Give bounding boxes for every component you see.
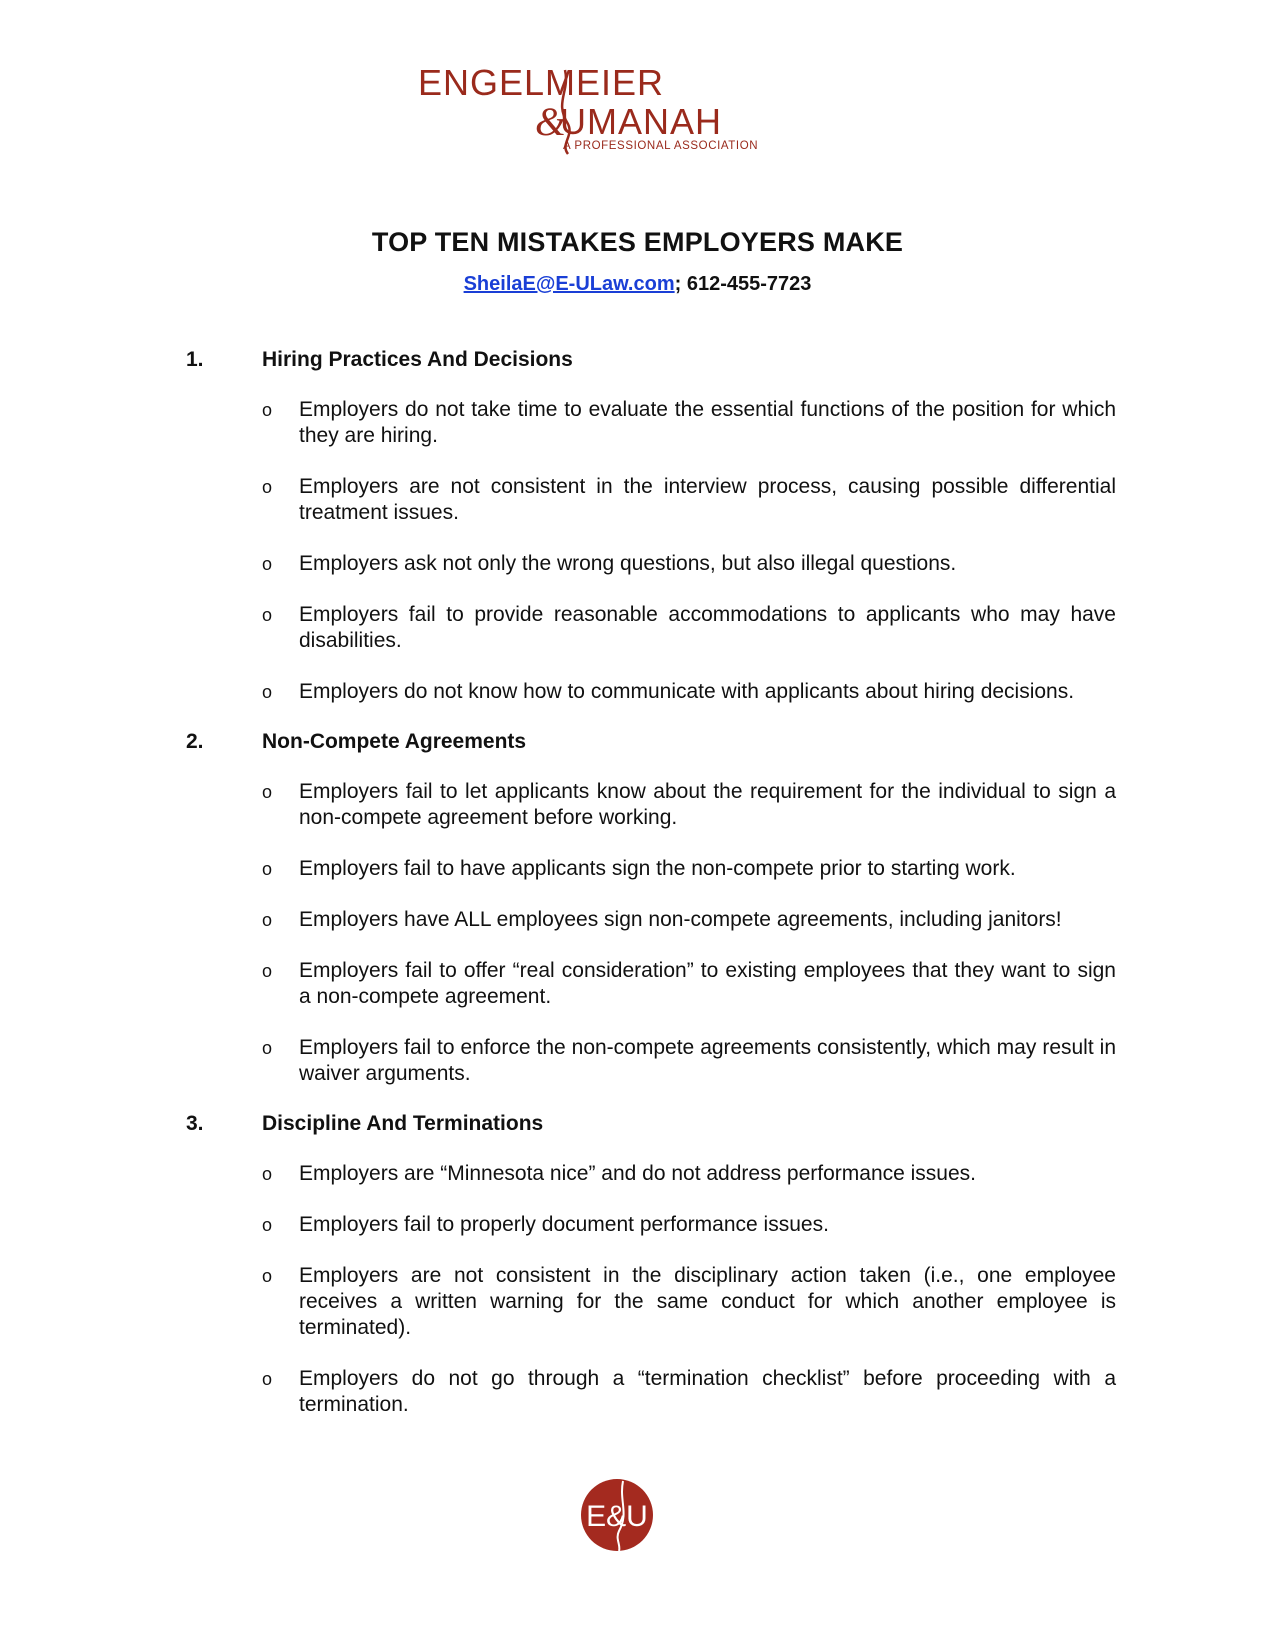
bullet-icon: o: [262, 782, 273, 802]
list-item: o Employers do not take time to evaluate the essential functions of the position for which they are hiring.: [262, 398, 1116, 447]
section-discipline: [186, 1111, 1116, 1418]
list-item: o Employers are “Minnesota nice” and do not address performance issues.: [262, 1162, 977, 1185]
logo-ampersand: &: [535, 99, 567, 144]
bullet-icon: o: [262, 961, 273, 981]
footer-seal-logo: [579, 1477, 655, 1553]
section-number: 2.: [186, 730, 204, 753]
bullet-list: [262, 779, 1116, 1087]
list-item: o Employers have ALL employees sign non-compete agreements, including janitors!: [262, 908, 1062, 931]
list-item: o Employers fail to have applicants sign the non-compete prior to starting work.: [262, 857, 1016, 880]
bullet-icon: o: [262, 1164, 273, 1184]
section-title: Discipline And Terminations: [262, 1112, 544, 1135]
bullet-list: [262, 397, 1116, 705]
list-item: o Employers fail to provide reasonable accommodations to applicants who may have disabilities.: [262, 603, 1116, 652]
list-item: o Employers are not consistent in the disciplinary action taken (i.e., one employee receives a written warning for the same conduct for which another employee is terminated).: [262, 1264, 1116, 1339]
contact-line: [0, 273, 1275, 296]
list-item: o Employers do not go through a “termination checklist” before proceeding with a termination.: [262, 1367, 1116, 1416]
bullet-icon: o: [262, 1215, 273, 1235]
seal-text: E&U: [586, 1500, 648, 1533]
bullet-icon: o: [262, 477, 273, 497]
list-item: o Employers ask not only the wrong questions, but also illegal questions.: [262, 552, 957, 575]
bullet-icon: o: [262, 859, 273, 879]
bullet-icon: o: [262, 554, 273, 574]
logo-tagline: A PROFESSIONAL ASSOCIATION: [563, 140, 759, 152]
firm-logo: [418, 62, 818, 172]
bullet-icon: o: [262, 1266, 273, 1286]
page-title: TOP TEN MISTAKES EMPLOYERS MAKE: [371, 227, 904, 257]
bullet-icon: o: [262, 1038, 273, 1058]
section-title: Non-Compete Agreements: [262, 730, 527, 753]
phone-number: ; 612-455-7723: [674, 273, 812, 295]
list-item: o Employers fail to properly document performance issues.: [262, 1213, 829, 1236]
section-heading: [186, 347, 1116, 373]
section-heading: [186, 729, 1116, 755]
bullet-icon: o: [262, 910, 273, 930]
list-item: o Employers do not know how to communicate with applicants about hiring decisions.: [262, 680, 1075, 703]
section-hiring: [186, 347, 1116, 705]
section-number: 3.: [186, 1112, 204, 1135]
list-item: o Employers fail to let applicants know about the requirement for the individual to sign a non-compete agreement before working.: [262, 780, 1116, 829]
bullet-icon: o: [262, 605, 273, 625]
section-title: Hiring Practices And Decisions: [262, 348, 573, 371]
list-item: o Employers are not consistent in the interview process, causing possible differential treatment issues.: [262, 475, 1116, 524]
document-body: [186, 347, 1116, 1442]
logo-line-1: ENGELMEIER: [418, 62, 665, 103]
section-number: 1.: [186, 348, 204, 371]
bullet-icon: o: [262, 682, 273, 702]
section-non-compete: [186, 729, 1116, 1087]
bullet-icon: o: [262, 400, 273, 420]
bullet-icon: o: [262, 1369, 273, 1389]
bullet-list: [262, 1161, 1116, 1418]
logo-line-2: UMANAH: [560, 101, 723, 142]
email-link[interactable]: SheilaE@E-ULaw.com: [463, 273, 675, 295]
list-item: o Employers fail to enforce the non-compete agreements consistently, which may result in waiver arguments.: [262, 1036, 1116, 1085]
section-heading: [186, 1111, 1116, 1137]
list-item: o Employers fail to offer “real consideration” to existing employees that they want to sign a non-compete agreement.: [262, 959, 1116, 1008]
